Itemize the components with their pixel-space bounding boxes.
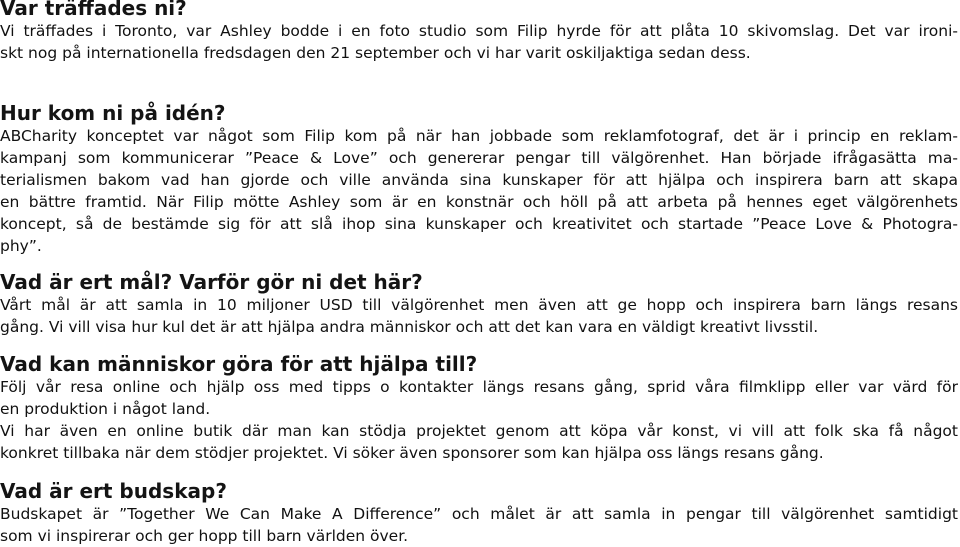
paragraph-idea — [0, 125, 958, 257]
section-idea — [0, 101, 958, 257]
text-line: konkret tillbaka när dem stödjer projektet. Vi söker även sponsorer som kan hjälpa oss längs resans gång. — [0, 444, 824, 462]
text-line: koncept, så de bestämde sig för att slå ihop sina kunskaper och kreativitet och startade ”Peace Love & Photogra- — [0, 215, 958, 233]
section-where-met — [0, 0, 958, 64]
heading-message: Vad är ert budskap? — [0, 479, 227, 503]
section-goal — [0, 270, 958, 338]
text-line: Vi har även en online butik där man kan stödja projektet genom att köpa vår konst, vi vill att folk ska få något — [0, 422, 958, 440]
heading-help: Vad kan människor göra för att hjälpa till? — [0, 352, 478, 376]
text-line: en produktion i något land. — [0, 400, 211, 418]
heading-goal: Vad är ert mål? Varför gör ni det här? — [0, 270, 423, 294]
paragraph-where-met — [0, 20, 958, 64]
heading-where-met: Var träffades ni? — [0, 0, 187, 20]
text-line: kampanj som kommunicerar ”Peace & Love” och genererar pengar till välgörenhet. Han började ifrågasätta ma- — [0, 149, 958, 167]
text-line: som vi inspirerar och ger hopp till barn världen över. — [0, 527, 409, 545]
text-line: skt nog på internationella fredsdagen den 21 september och vi har varit oskiljaktiga sedan dess. — [0, 44, 751, 62]
text-line: Följ vår resa online och hjälp oss med tipps o kontakter längs resans gång, sprid våra filmklipp eller var värd för — [0, 378, 958, 396]
text-line: ABCharity konceptet var något som Filip kom på när han jobbade som reklamfotograf, det är i princip en reklam- — [0, 127, 958, 145]
text-line: Vårt mål är att samla in 10 miljoner USD till välgörenhet men även att ge hopp och inspirera barn längs resans — [0, 296, 958, 314]
section-message — [0, 479, 958, 547]
paragraph-goal — [0, 294, 958, 338]
text-line: en bättre framtid. När Filip mötte Ashley som är en konstnär och höll på att arbeta på hennes eget välgörenhets — [0, 193, 958, 211]
heading-idea: Hur kom ni på idén? — [0, 101, 226, 125]
text-line: terialismen bakom vad han gjorde och ville använda sina kunskaper för att hjälpa och inspirera barn att skapa — [0, 171, 958, 189]
text-line: gång. Vi vill visa hur kul det är att hjälpa andra människor och att det kan vara en väldigt kreativt livsstil. — [0, 318, 819, 336]
paragraph-message — [0, 503, 958, 547]
text-line: Vi träffades i Toronto, var Ashley bodde i en foto studio som Filip hyrde för att plåta 10 skivomslag. Det var ironi- — [0, 22, 958, 40]
text-line: phy”. — [0, 237, 42, 255]
text-line: Budskapet är ”Together We Can Make A Difference” och målet är att samla in pengar till välgörenhet samtidigt — [0, 505, 958, 523]
paragraph-help — [0, 376, 958, 464]
section-help — [0, 352, 958, 464]
